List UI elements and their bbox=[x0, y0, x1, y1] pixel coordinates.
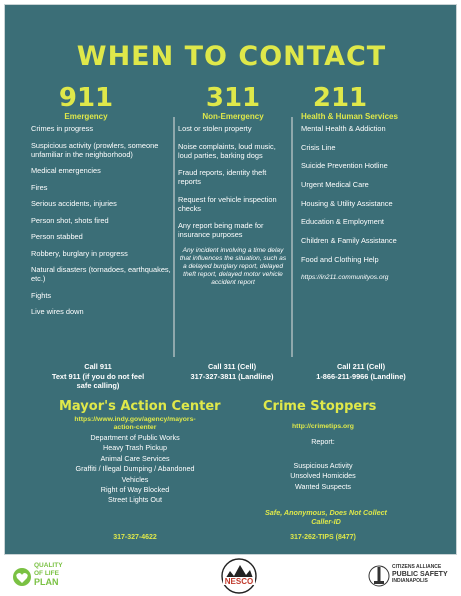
citizens-alliance-logo bbox=[368, 563, 458, 591]
service-item: Department of Public Works bbox=[90, 433, 180, 442]
nesco-logo bbox=[214, 557, 264, 595]
column-number: 211 bbox=[312, 83, 368, 113]
quality-of-life-logo bbox=[12, 561, 82, 591]
crime-tagline bbox=[241, 509, 411, 526]
list-item: Noise complaints, loud music, loud parties, barking dogs bbox=[178, 141, 276, 160]
list-item: Crisis Line bbox=[301, 142, 336, 152]
page-title: WHEN TO CONTACT bbox=[76, 41, 387, 72]
report-item: Suspicious Activity bbox=[293, 461, 353, 470]
logo-line: OF LIFE bbox=[34, 570, 59, 577]
list-item: Lost or stolen property bbox=[178, 124, 252, 133]
item-list bbox=[31, 124, 171, 316]
mayor-url-link[interactable] bbox=[45, 416, 225, 432]
crime-url-link[interactable]: http://crimetips.org bbox=[292, 423, 354, 430]
contact-line: 317-327-3811 (Landline) bbox=[190, 371, 274, 381]
service-item: Animal Care Services bbox=[100, 453, 170, 463]
logo-text bbox=[34, 562, 63, 586]
contact-line: safe calling) bbox=[76, 381, 120, 390]
contact-311 bbox=[173, 362, 291, 381]
delay-note: Any incident involving a time delay that influences the situation, such as a delayed burglary report, delayed theft report, delayed motor vehicle accident report bbox=[179, 246, 287, 287]
list-item: Any report being made for insurance purposes bbox=[178, 221, 264, 239]
contact-line: Call 311 (Cell) bbox=[207, 362, 257, 371]
poster bbox=[4, 4, 457, 555]
column-divider bbox=[173, 117, 175, 357]
list-item: Education & Employment bbox=[301, 217, 384, 227]
column-subtitle: Non-Emergency bbox=[202, 112, 264, 121]
column-311 bbox=[178, 85, 288, 288]
crime-stoppers-heading: Crime Stoppers bbox=[263, 399, 377, 414]
tagline-line: Caller-ID bbox=[311, 516, 341, 526]
list-item: Request for vehicle inspection checks bbox=[178, 194, 277, 213]
list-item: Children & Family Assistance bbox=[301, 236, 397, 246]
list-item: Medical emergencies bbox=[31, 166, 101, 175]
logo-line: QUALITY bbox=[34, 562, 63, 569]
url-line: action-center bbox=[113, 424, 157, 431]
footer bbox=[4, 555, 457, 596]
list-item: Food and Clothing Help bbox=[301, 254, 379, 264]
list-item: Fights bbox=[31, 290, 52, 300]
list-item: Person shot, shots fired bbox=[31, 215, 109, 225]
column-number: 311 bbox=[205, 83, 261, 113]
logo-line: INDIANAPOLIS bbox=[392, 578, 428, 584]
column-211 bbox=[295, 85, 453, 281]
item-list bbox=[178, 124, 288, 239]
logo-text bbox=[392, 564, 448, 585]
list-item: Mental Health & Addiction bbox=[301, 124, 386, 133]
list-item: Natural disasters (tornadoes, earthquakes, etc.) bbox=[31, 265, 171, 283]
monument-icon bbox=[368, 563, 390, 589]
column-911 bbox=[31, 85, 171, 324]
item-list bbox=[301, 124, 453, 264]
url-line: https://www.indy.gov/agency/mayors- bbox=[74, 416, 196, 423]
mayor-phone: 317-327-4622 bbox=[113, 534, 157, 541]
list-item: Fraud reports, identity theft reports bbox=[178, 168, 267, 186]
list-item: Crimes in progress bbox=[31, 124, 94, 133]
list-item: Suicide Prevention Hotline bbox=[301, 161, 388, 171]
service-item: Vehicles bbox=[121, 474, 149, 484]
tagline-line: Safe, Anonymous, Does Not Collect bbox=[265, 508, 387, 517]
url-211-link[interactable]: https://in211.communityos.org bbox=[301, 273, 389, 281]
column-number: 911 bbox=[58, 83, 114, 113]
contact-line: Text 911 (if you do not feel bbox=[51, 371, 145, 381]
list-item: Fires bbox=[31, 182, 48, 192]
contact-line: 1-866-211-9966 (Landline) bbox=[316, 371, 406, 381]
contact-line: Call 911 bbox=[84, 362, 112, 371]
column-subtitle: Emergency bbox=[64, 112, 108, 121]
mayor-heading: Mayor's Action Center bbox=[59, 399, 221, 414]
list-item: Serious accidents, injuries bbox=[31, 199, 117, 208]
logo-line: PUBLIC SAFETY bbox=[392, 571, 448, 578]
service-item: Graffiti / Illegal Dumping / Abandoned bbox=[75, 464, 195, 474]
column-subtitle: Health & Human Services bbox=[301, 112, 398, 121]
logo-line: CITIZENS ALLIANCE bbox=[392, 564, 442, 570]
service-item: Right of Way Blocked bbox=[100, 485, 170, 495]
contact-211 bbox=[291, 362, 431, 381]
list-item: Live wires down bbox=[31, 307, 84, 316]
mayor-services bbox=[35, 433, 235, 506]
crime-phone: 317-262-TIPS (8477) bbox=[290, 534, 356, 541]
list-item: Urgent Medical Care bbox=[301, 180, 369, 190]
list-item: Person stabbed bbox=[31, 232, 83, 241]
service-item: Street Lights Out bbox=[108, 495, 162, 505]
report-item: Unsolved Homicides bbox=[290, 471, 356, 481]
contact-line: Call 211 (Cell) bbox=[336, 362, 386, 371]
crime-report-label: Report: bbox=[311, 437, 335, 446]
crime-report-list bbox=[255, 461, 391, 492]
column-divider bbox=[291, 117, 293, 357]
contact-911 bbox=[23, 362, 173, 391]
nesco-emblem-icon bbox=[214, 557, 264, 595]
logo-line: PLAN bbox=[34, 577, 59, 587]
list-item: Housing & Utility Assistance bbox=[301, 198, 393, 208]
list-item: Suspicious activity (prowlers, someone unfamiliar in the neighborhood) bbox=[31, 140, 159, 159]
report-item: Wanted Suspects bbox=[294, 481, 352, 491]
logo-text: NESCO bbox=[224, 577, 254, 586]
list-item: Robbery, burglary in progress bbox=[31, 248, 128, 258]
service-item: Heavy Trash Pickup bbox=[103, 443, 167, 453]
